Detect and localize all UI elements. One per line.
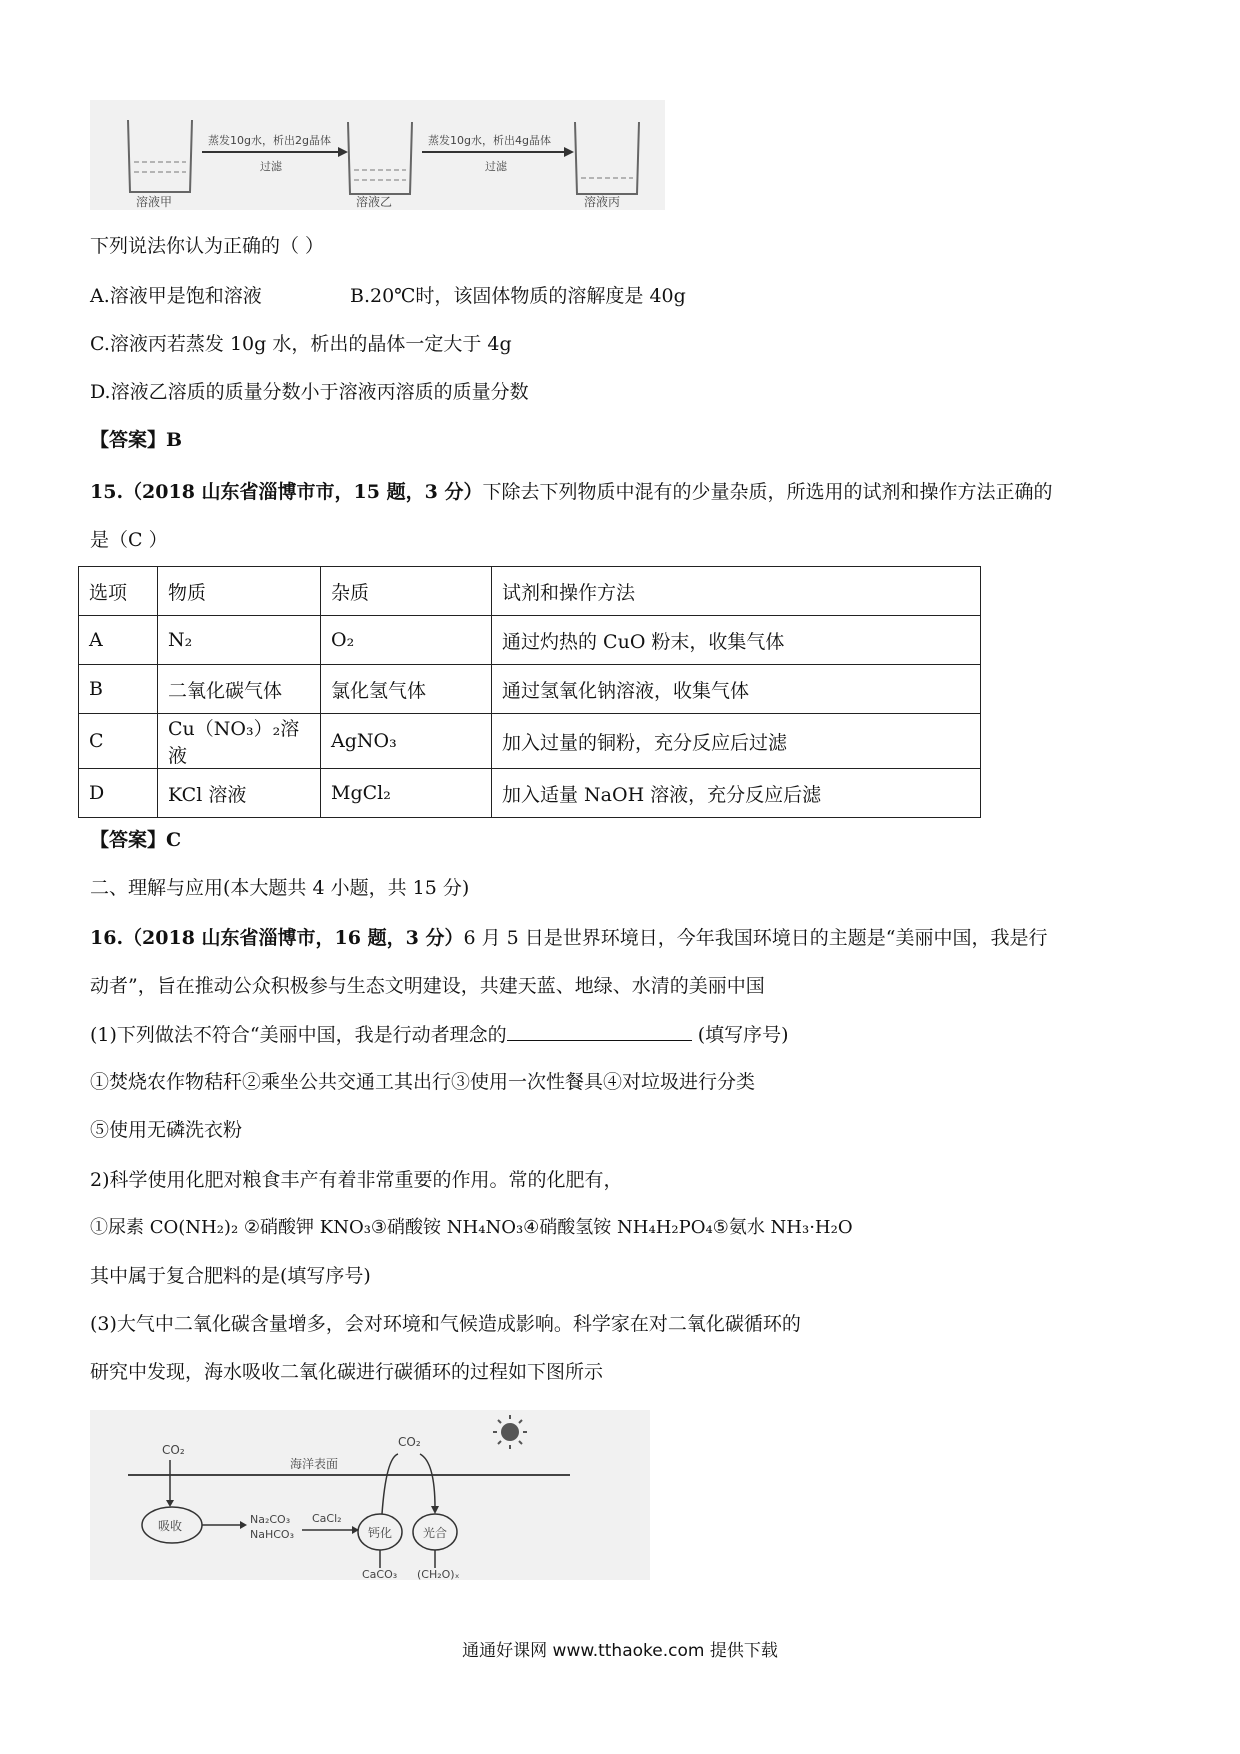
q14-option-a: A.溶液甲是饱和溶液: [90, 285, 262, 307]
q16-part2-items: ①尿素 CO(NH₂)₂ ②硝酸钾 KNO₃③硝酸铵 NH₄NO₃④硝酸氢铵 NH₄H₂PO₄⑤氨水 NH₃·H₂O: [90, 1217, 853, 1238]
nahco3-label: NaHCO₃: [250, 1528, 294, 1541]
arrow1-top: 蒸发10g水，析出2g晶体: [208, 134, 331, 147]
table-header-row: [79, 567, 981, 616]
options-table: [78, 566, 981, 818]
q16-part2-question: 其中属于复合肥料的是(填写序号): [90, 1265, 371, 1287]
co2-left: CO₂: [162, 1443, 185, 1457]
table-row: [79, 665, 981, 714]
table-cell: N₂: [158, 616, 321, 665]
q16-part2: 2)科学使用化肥对粮食丰产有着非常重要的作用。常的化肥有，: [90, 1169, 623, 1191]
table-cell: A: [79, 616, 158, 665]
label-solution-b: 溶液乙: [356, 195, 393, 209]
q15-answer: 【答案】C: [90, 829, 182, 851]
q16-head: 16.（2018 山东省淄博市，16 题，3 分）: [90, 927, 464, 949]
table-cell: 通过氢氧化钠溶液，收集气体: [492, 665, 981, 714]
caco3-label: CaCO₃: [362, 1568, 398, 1580]
table-cell: 氯化氢气体: [321, 665, 492, 714]
table-row: [79, 714, 981, 769]
q16-body: 6 月 5 日是世界环境日，今年我国环境日的主题是“美丽中国，我是行: [463, 927, 1048, 949]
section-heading: 二、理解与应用(本大题共 4 小题，共 15 分): [90, 877, 470, 899]
table-cell: MgCl₂: [321, 769, 492, 818]
photosynthesis-label: 光合: [423, 1526, 448, 1540]
calcify-label: 钙化: [368, 1526, 393, 1540]
arrow2-bottom: 过滤: [485, 160, 507, 173]
q14-answer: 【答案】B: [90, 429, 183, 451]
q16-part1-items: ①焚烧农作物秸秆②乘坐公共交通工其出行③使用一次性餐具④对垃圾进行分类: [90, 1071, 756, 1093]
q15-head: 15.（2018 山东省淄博市市，15 题，3 分）: [90, 481, 483, 503]
q16-line2: 动者”，旨在推动公众积极参与生态文明建设，共建天蓝、地绿、水清的美丽中国: [90, 975, 765, 997]
arrow2-top: 蒸发10g水，析出4g晶体: [428, 134, 551, 147]
label-solution-c: 溶液丙: [584, 195, 621, 209]
table-row: [79, 769, 981, 818]
answer-blank[interactable]: [507, 1020, 692, 1041]
q14-option-d: D.溶液乙溶质的质量分数小于溶液丙溶质的质量分数: [90, 381, 529, 403]
table-cell: 通过灼热的 CuO 粉末，收集气体: [492, 616, 981, 665]
sun-icon: [493, 1415, 527, 1449]
table-header-cell: 选项: [79, 567, 158, 616]
sea-surface-label: 海洋表面: [290, 1457, 339, 1471]
evaporation-figure: [90, 100, 665, 210]
table-header-cell: 物质: [158, 567, 321, 616]
table-cell: C: [79, 714, 158, 769]
table-cell: 加入过量的铜粉，充分反应后过滤: [492, 714, 981, 769]
table-cell: B: [79, 665, 158, 714]
q16-part1: [90, 1020, 789, 1049]
q14-prompt: 下列说法你认为正确的（ ）: [90, 235, 325, 257]
na2co3-label: Na₂CO₃: [250, 1513, 291, 1526]
label-solution-a: 溶液甲: [136, 195, 173, 209]
table-cell: O₂: [321, 616, 492, 665]
q16-part1-text: (1)下列做法不符合“美丽中国，我是行动者理念的: [90, 1024, 507, 1046]
q16-part3: (3)大气中二氧化碳含量增多，会对环境和气候造成影响。科学家在对二氧化碳循环的: [90, 1313, 801, 1335]
table-cell: D: [79, 769, 158, 818]
carbon-cycle-figure: [90, 1410, 650, 1580]
table-cell: Cu（NO₃）₂溶液: [158, 714, 321, 769]
q16-part1-items2: ⑤使用无磷洗衣粉: [90, 1119, 243, 1141]
q14-option-c: C.溶液丙若蒸发 10g 水，析出的晶体一定大于 4g: [90, 333, 512, 355]
cacl2-label: CaCl₂: [312, 1512, 342, 1525]
q14-option-b: B.20℃时，该固体物质的溶解度是 40g: [350, 285, 686, 307]
q16-part1-hint: (填写序号): [697, 1024, 789, 1046]
table-row: [79, 616, 981, 665]
q15-line1: [90, 478, 1052, 506]
footer-credit: 通通好课网 www.tthaoke.com 提供下载: [462, 1641, 778, 1661]
q16-part3-line2: 研究中发现，海水吸收二氧化碳进行碳循环的过程如下图所示: [90, 1361, 604, 1383]
table-cell: 二氧化碳气体: [158, 665, 321, 714]
ch2o-label: (CH₂O)ₓ: [417, 1568, 460, 1580]
table-cell: 加入适量 NaOH 溶液，充分反应后滤: [492, 769, 981, 818]
table-cell: KCl 溶液: [158, 769, 321, 818]
table-header-cell: 杂质: [321, 567, 492, 616]
co2-top: CO₂: [398, 1435, 421, 1449]
arrow1-bottom: 过滤: [260, 160, 282, 173]
q15-body: 下除去下列物质中混有的少量杂质，所选用的试剂和操作方法正确的: [482, 481, 1053, 503]
absorb-label: 吸收: [158, 1519, 183, 1533]
q15-line2: 是（C ）: [90, 529, 168, 551]
table-header-cell: 试剂和操作方法: [492, 567, 981, 616]
table-cell: AgNO₃: [321, 714, 492, 769]
q16-line1: [90, 924, 1047, 952]
